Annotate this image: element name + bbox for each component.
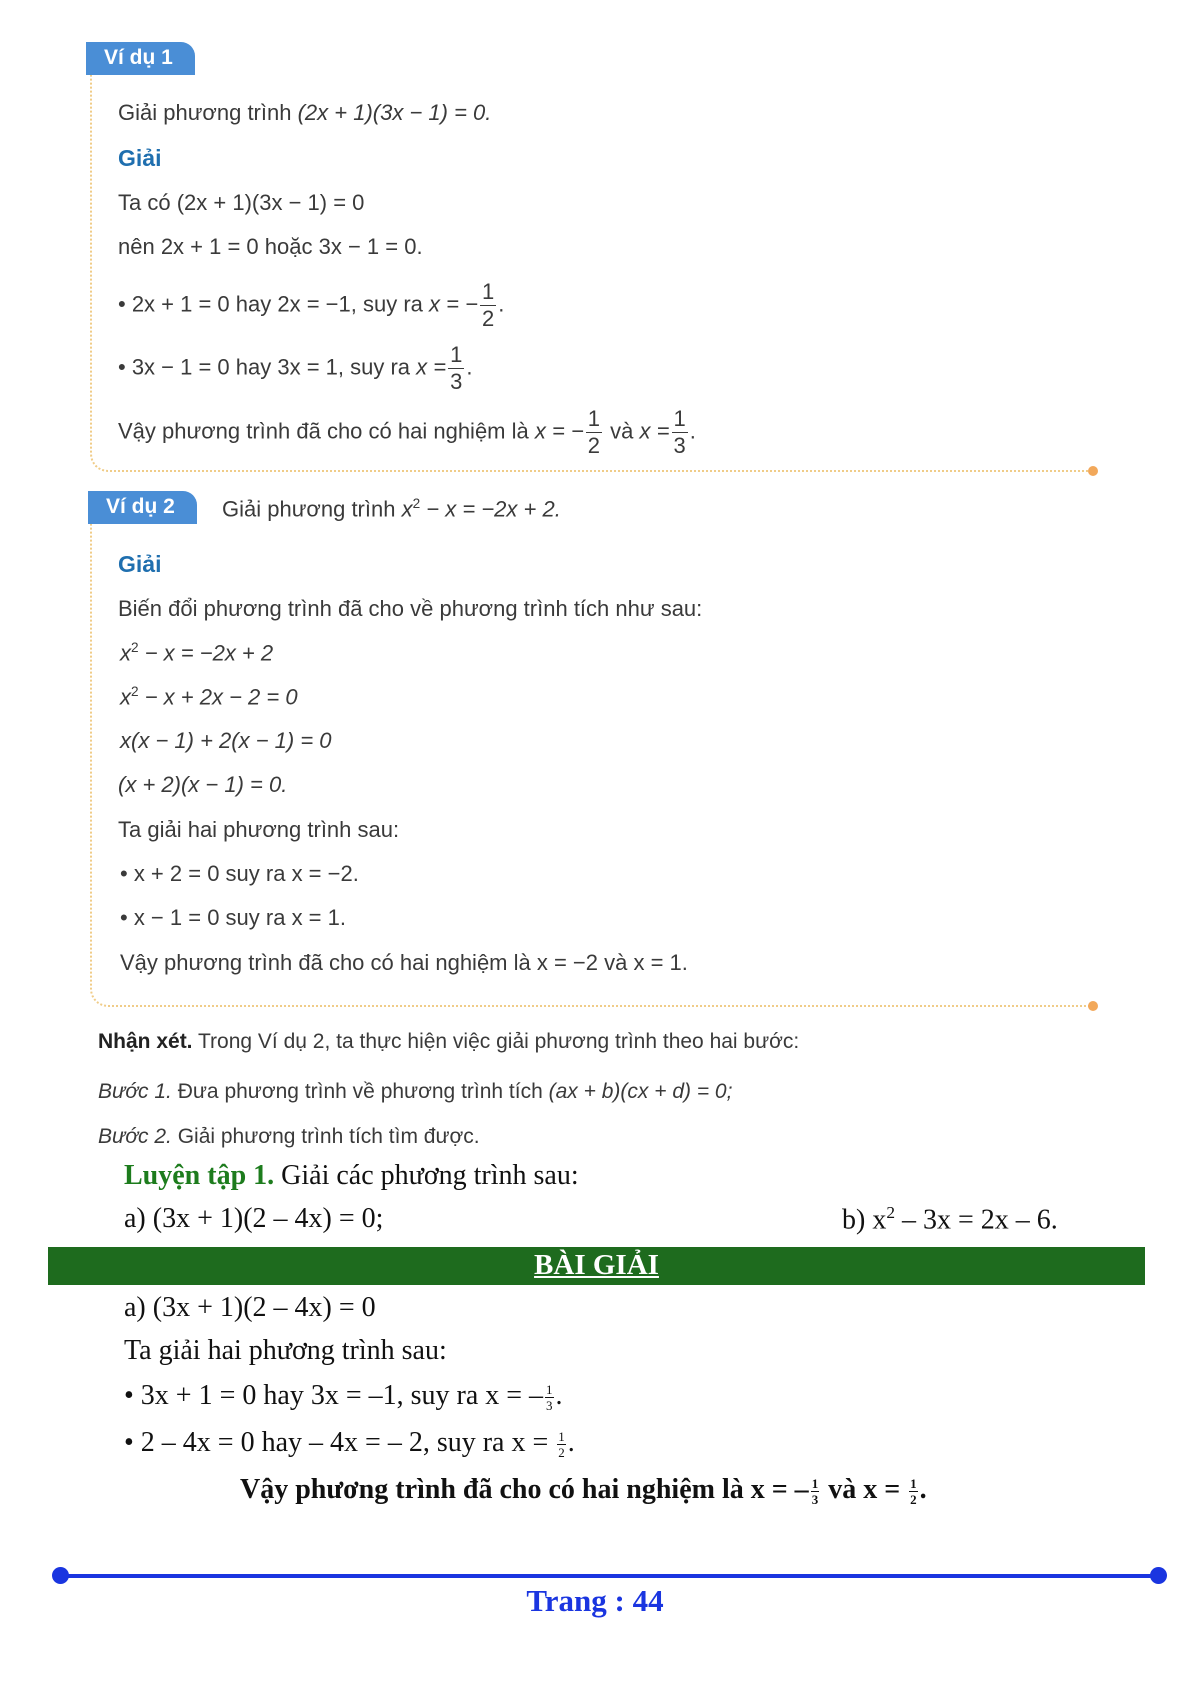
solution-line-2: Ta giải hai phương trình sau: xyxy=(124,1335,447,1366)
example-2-solve-intro: Ta giải hai phương trình sau: xyxy=(118,817,400,842)
remark-step-1: Bước 1. Đưa phương trình về phương trình tích (ax + b)(cx + d) = 0; xyxy=(98,1080,733,1103)
box-end-dot xyxy=(1088,1001,1098,1011)
fraction: $\frac{1}{2}$ xyxy=(587,406,601,458)
fraction: $\frac{1}{2}$ xyxy=(910,1476,917,1508)
example-1-solution-label: Giải xyxy=(118,145,162,171)
solution-line-1: a) (3x + 1)(2 – 4x) = 0 xyxy=(124,1292,376,1323)
example-2-intro: Biến đổi phương trình đã cho về phương trình tích như sau: xyxy=(118,596,703,621)
footer-dot-left xyxy=(52,1567,69,1584)
example-2-bullet-1: • x + 2 = 0 suy ra x = −2. xyxy=(120,861,359,886)
example-2-conclusion: Vậy phương trình đã cho có hai nghiệm là x = −2 và x = 1. xyxy=(120,950,688,975)
fraction: $\frac{1}{2}$ xyxy=(481,279,495,331)
exercise-heading xyxy=(124,1160,579,1192)
fraction: $\frac{1}{3}$ xyxy=(546,1382,553,1414)
example-1-bullet-1: • 2x + 1 = 0 hay 2x = −1, suy ra x = − $\frac{1}{2}$ . xyxy=(118,279,505,331)
example-1-badge: Ví dụ 1 xyxy=(86,42,195,75)
example-2-bullet-2: • x − 1 = 0 suy ra x = 1. xyxy=(120,905,346,930)
example-2-box xyxy=(90,505,1092,1007)
footer-divider xyxy=(60,1574,1158,1578)
fraction: $\frac{1}{3}$ xyxy=(450,342,463,394)
fraction: $\frac{1}{3}$ xyxy=(811,1476,819,1508)
example-2-eq-1: $x^2 - x = -2x + 2$ xyxy=(120,640,274,666)
remark-line: Nhận xét. Trong Ví dụ 2, ta thực hiện việc giải phương trình theo hai bước: xyxy=(98,1030,800,1053)
example-1-conclusion: Vậy phương trình đã cho có hai nghiệm là x = − $\frac{1}{2}$ và x = $\frac{1}{3}$ . xyxy=(118,406,696,458)
page-number: Trang : 44 xyxy=(526,1583,664,1618)
solution-conclusion: Vậy phương trình đã cho có hai nghiệm là x = – $\frac{1}{3}$ và x = $\frac{1}{2}$ . xyxy=(240,1474,927,1508)
example-1-bullet-2: • 3x − 1 = 0 hay 3x = 1, suy ra x = $\frac{1}{3}$ . xyxy=(118,342,473,394)
box-end-dot xyxy=(1088,466,1098,476)
exercise-prompt: Giải các phương trình sau: xyxy=(281,1160,579,1191)
exercise-part-b: b) $x^2 - 3x = 2x - 6$. xyxy=(842,1203,1058,1236)
example-1-step-2: nên 2x + 1 = 0 hoặc 3x − 1 = 0. xyxy=(118,234,423,259)
solution-title: BÀI GIẢI xyxy=(534,1249,659,1281)
example-2-eq-3: x(x − 1) + 2(x − 1) = 0 xyxy=(120,728,332,753)
example-1-step-1: Ta có (2x + 1)(3x − 1) = 0 xyxy=(118,190,365,215)
example-2-eq-4: (x + 2)(x − 1) = 0. xyxy=(118,772,288,797)
example-2-solution-label: Giải xyxy=(118,551,162,577)
exercise-title: Luyện tập 1. xyxy=(124,1160,275,1191)
example-2-problem: Giải phương trình $x^2 - x = -2x + 2$. xyxy=(222,496,561,522)
example-1-problem: Giải phương trình (2x + 1)(3x − 1) = 0. xyxy=(118,100,492,125)
solution-header-bar xyxy=(48,1247,1145,1285)
example-2-badge: Ví dụ 2 xyxy=(88,491,197,524)
exercise-part-a: a) (3x + 1)(2 – 4x) = 0; xyxy=(124,1203,384,1234)
footer-dot-right xyxy=(1150,1567,1167,1584)
fraction: $\frac{1}{2}$ xyxy=(558,1429,565,1461)
solution-bullet-1: • 3x + 1 = 0 hay 3x = –1, suy ra x = – $\frac{1}{3}$ . xyxy=(124,1380,563,1414)
solution-bullet-2: • 2 – 4x = 0 hay – 4x = – 2, suy ra x = $\frac{1}{2}$ . xyxy=(124,1427,575,1461)
fraction: $\frac{1}{3}$ xyxy=(673,406,686,458)
example-2-eq-2: $x^2 - x + 2x - 2 = 0$ xyxy=(120,684,298,710)
remark-step-2: Bước 2. Giải phương trình tích tìm được. xyxy=(98,1125,480,1148)
